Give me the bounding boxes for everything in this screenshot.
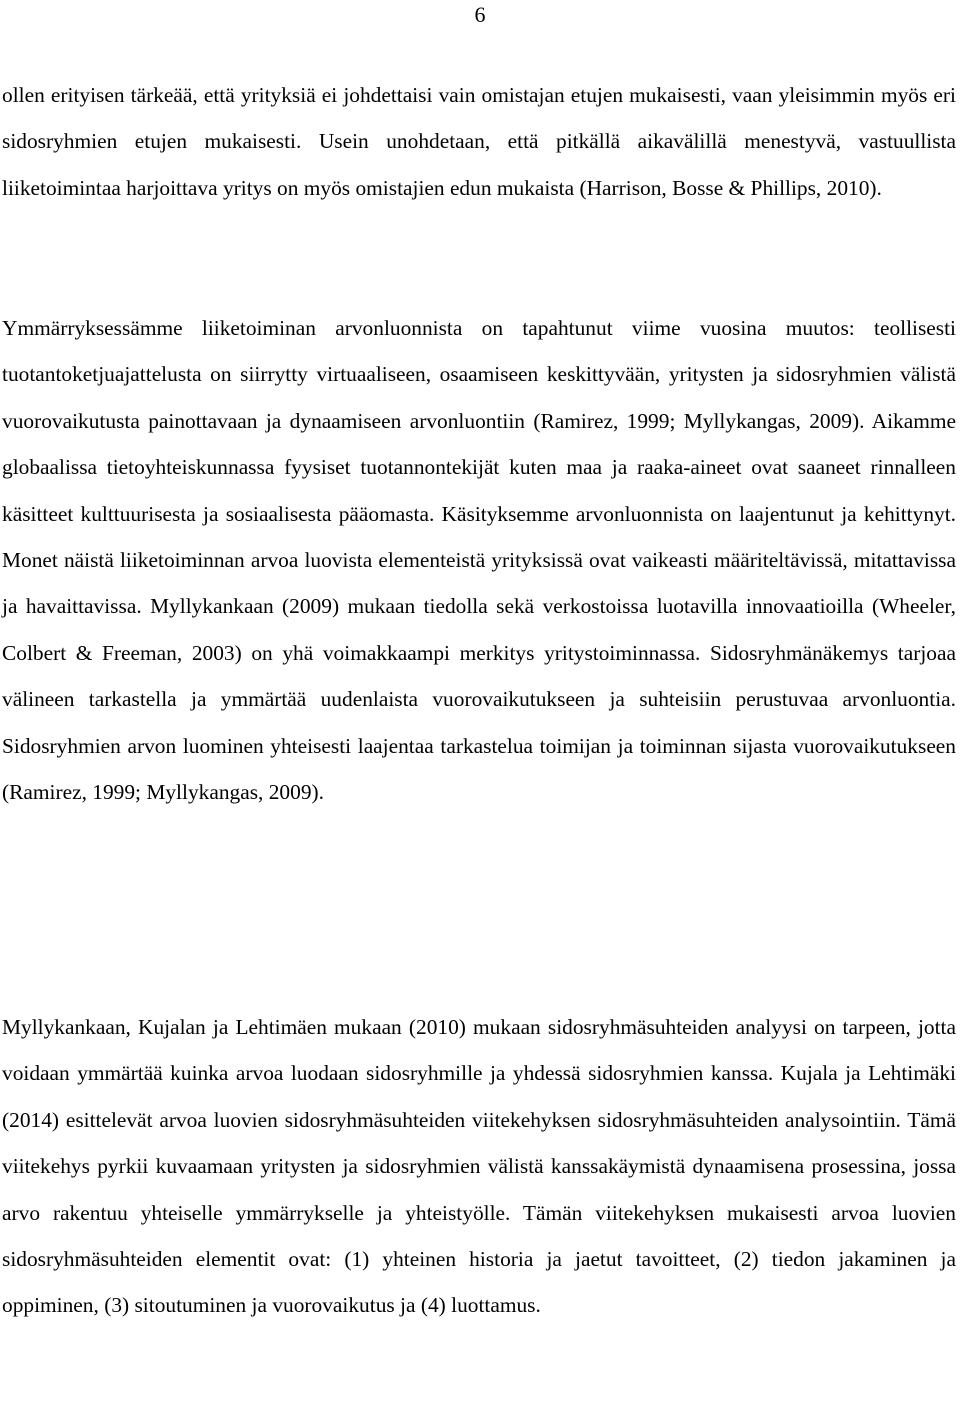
- paragraph-2: Ymmärryksessämme liiketoiminan arvonluonnista on tapahtunut viime vuosina muutos: teollisesti tuotantoketjuajattelusta on siirrytty virtuaaliseen, osaamiseen keskittyvään, yritysten ja sidosryhmien välistä vuorovaikutusta painottavaan ja dynaamiseen arvonluontiin (Ramirez, 1999; Myllykangas, 2009). Aikamme globaalissa tietoyhteiskunnassa fyysiset tuotannontekijät kuten maa ja raaka-aineet ovat saaneet rinnalleen käsitteet kulttuurisesta ja sosiaalisesta pääomasta. Käsityksemme arvonluonnista on laajentunut ja kehittynyt. Monet näistä liiketoiminnan arvoa luovista elementeistä yrityksissä ovat vaikeasti määriteltävissä, mitattavissa ja havaittavissa. Myllykankaan (2009) mukaan tiedolla sekä verkostoissa luotavilla innovaatioilla (Wheeler, Colbert & Freeman, 2003) on yhä voimakkaampi merkitys yritystoiminnassa. Sidosryhmänäkemys tarjoaa välineen tarkastella ja ymmärtää uudenlaista vuorovaikutukseen ja suhteisiin perustuvaa arvonluontia. Sidosryhmien arvon luominen yhteisesti laajentaa tarkastelua toimijan ja toiminnan sijasta vuorovaikutukseen (Ramirez, 1999; Myllykangas, 2009).: [2, 316, 956, 805]
- paragraph-3: Myllykankaan, Kujalan ja Lehtimäen mukaan (2010) mukaan sidosryhmäsuhteiden analyysi on tarpeen, jotta voidaan ymmärtää kuinka arvoa luodaan sidosryhmille ja yhdessä sidosryhmien kanssa. Kujala ja Lehtimäki (2014) esittelevät arvoa luovien sidosryhmäsuhteiden viitekehyksen sidosryhmäsuhteiden analysointiin. Tämä viitekehys pyrkii kuvaamaan yritysten ja sidosryhmien välistä kanssakäymistä dynaamisena prosessina, jossa arvo rakentuu yhteiselle ymmärrykselle ja yhteistyölle. Tämän viitekehyksen mukaisesti arvoa luovien sidosryhmäsuhteiden elementit ovat: (1) yhteinen historia ja jaetut tavoitteet, (2) tiedon jakaminen ja oppiminen, (3) sitoutuminen ja vuorovaikutus ja (4) luottamus.: [2, 1015, 956, 1318]
- page-number: 6: [474, 2, 486, 27]
- paragraph-1: ollen erityisen tärkeää, että yrityksiä ei johdettaisi vain omistajan etujen mukaisesti, vaan yleisimmin myös eri sidosryhmien etujen mukaisesti. Usein unohdetaan, että pitkällä aikavälillä menestyvä, vastuullista liiketoimintaa harjoittava yritys on myös omistajien edun mukaista (Harrison, Bosse & Phillips, 2010).: [2, 83, 956, 200]
